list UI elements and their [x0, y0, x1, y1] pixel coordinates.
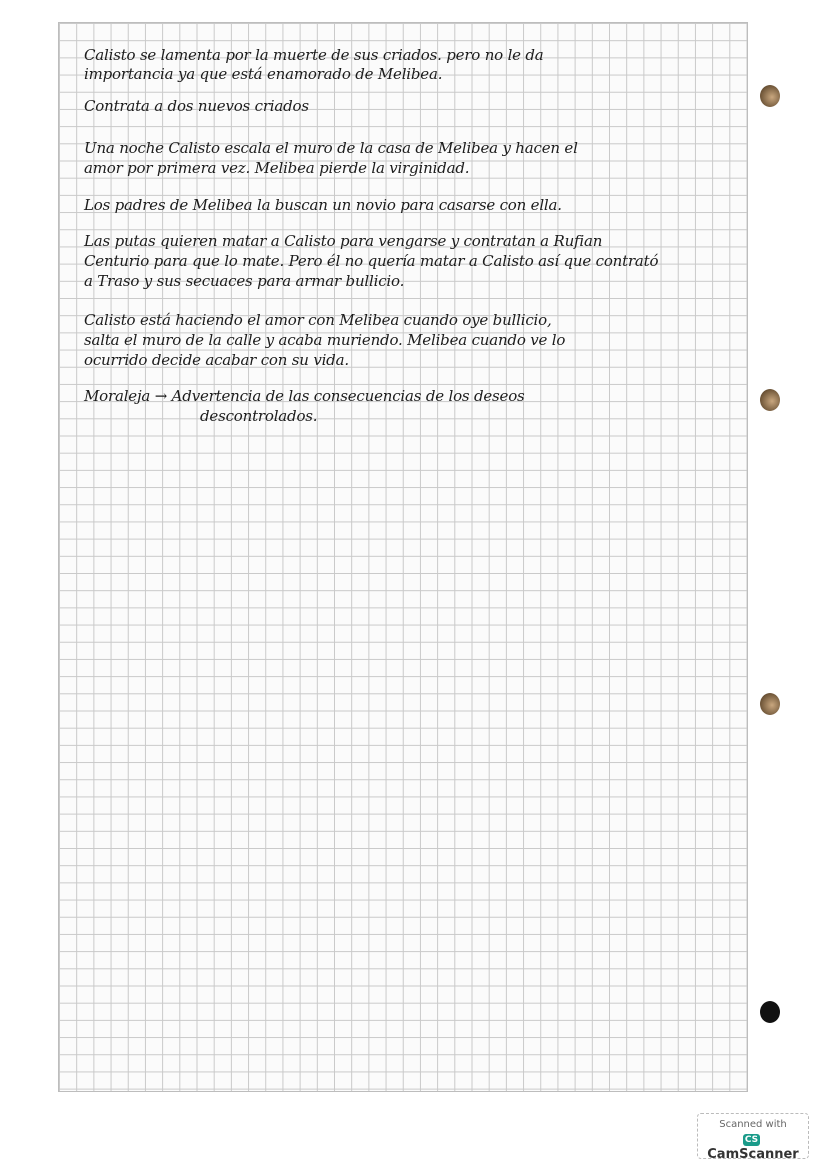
note-line: Centurio para que lo mate. Pero él no quería matar a Calisto así que contrató: [84, 252, 659, 270]
watermark-brand-text: CamScanner: [707, 1147, 799, 1162]
note-line: Los padres de Melibea la buscan un novio para casarse con ella.: [84, 196, 562, 214]
note-line: amor por primera vez. Melibea pierde la virginidad.: [84, 159, 470, 177]
note-line: Una noche Calisto escala el muro de la casa de Melibea y hacen el: [84, 139, 578, 157]
camscanner-watermark: [697, 1113, 809, 1162]
punch-hole-icon: [760, 1001, 780, 1023]
note-line: Contrata a dos nuevos criados: [84, 97, 309, 115]
watermark-caption: Scanned with: [719, 1119, 787, 1130]
note-line: Moraleja → Advertencia de las consecuencias de los deseos: [84, 387, 525, 405]
watermark-brand: [698, 1132, 808, 1162]
note-line: Las putas quieren matar a Calisto para vengarse y contratan a Rufian: [84, 232, 603, 250]
note-line: ocurrido decide acabar con su vida.: [84, 351, 349, 369]
note-line: a Traso y sus secuaces para armar bullicio.: [84, 272, 405, 290]
note-line: Calisto se lamenta por la muerte de sus criados. pero no le da: [84, 46, 544, 64]
camscanner-logo-icon: CS: [744, 1135, 759, 1145]
punch-hole-icon: [760, 85, 780, 107]
punch-hole-icon: [760, 389, 780, 411]
punch-hole-icon: [760, 693, 780, 715]
note-line: Calisto está haciendo el amor con Melibea cuando oye bullicio,: [84, 311, 552, 329]
note-line: salta el muro de la calle y acaba muriendo. Melibea cuando ve lo: [84, 331, 566, 349]
note-line: descontrolados.: [200, 407, 318, 425]
grid-paper: [58, 22, 748, 1092]
note-line: importancia ya que está enamorado de Melibea.: [84, 65, 443, 83]
